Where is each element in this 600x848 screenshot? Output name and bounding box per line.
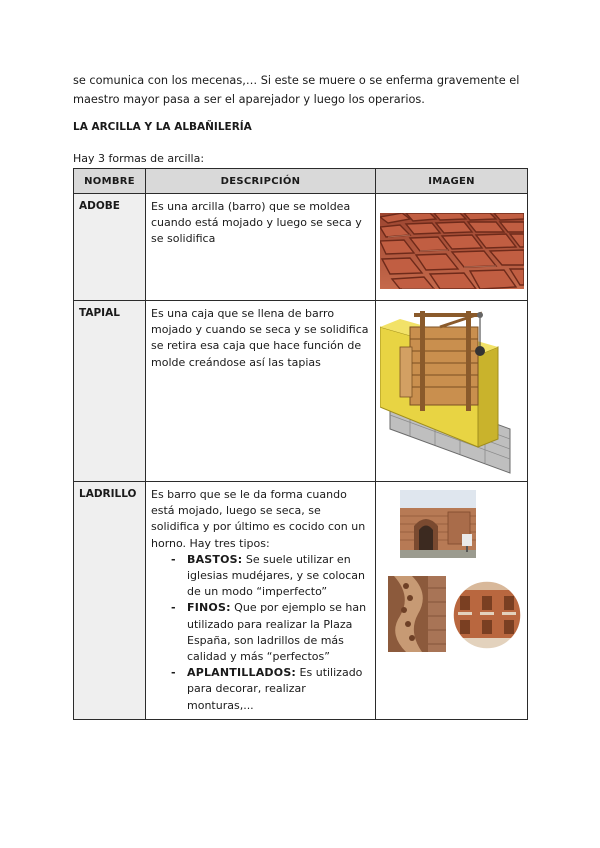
bullet-dash: - bbox=[171, 601, 176, 615]
description-ladrillo bbox=[146, 482, 376, 720]
table-header-row bbox=[74, 169, 528, 194]
image-cell-adobe bbox=[376, 194, 528, 301]
intro-paragraph: se comunica con los mecenas,… Si este se muere o se enferma gravemente el maestro mayor pasa a ser el aparejador y luego los operarios. bbox=[73, 74, 520, 106]
name-tapial: TAPIAL bbox=[74, 301, 146, 482]
list-item-bastos bbox=[171, 552, 370, 601]
brick-types-list bbox=[151, 552, 370, 714]
table-row-adobe bbox=[74, 194, 528, 301]
header-imagen: IMAGEN bbox=[376, 169, 528, 194]
brick-decoration-image bbox=[388, 576, 446, 652]
adobe-bricks-image bbox=[380, 213, 524, 289]
table-row-ladrillo bbox=[74, 482, 528, 720]
type-text-bastos: Se suele utilizar en iglesias mudéjares, y se colocan de un modo “imperfecto” bbox=[187, 552, 365, 599]
plaza-espana-image bbox=[452, 580, 522, 650]
image-cell-ladrillo bbox=[376, 482, 528, 720]
type-label-finos: FINOS: bbox=[187, 601, 231, 615]
bullet-dash: - bbox=[171, 666, 176, 680]
name-ladrillo: LADRILLO bbox=[74, 482, 146, 720]
type-text-finos: Que por ejemplo se han utilizado para realizar la Plaza España, son ladrillos de más calidad y más “perfectos” bbox=[187, 601, 367, 664]
table-row-tapial bbox=[74, 301, 528, 482]
image-cell-tapial bbox=[376, 301, 528, 482]
header-nombre: NOMBRE bbox=[74, 169, 146, 194]
name-adobe: ADOBE bbox=[74, 194, 146, 301]
clay-types-table bbox=[73, 168, 528, 720]
section-heading: LA ARCILLA Y LA ALBAÑILERÍA bbox=[73, 121, 252, 133]
list-item-finos bbox=[171, 600, 370, 665]
bullet-dash: - bbox=[171, 552, 176, 566]
header-descripcion: DESCRIPCIÓN bbox=[146, 169, 376, 194]
list-item-aplantillados bbox=[171, 665, 370, 714]
table-caption: Hay 3 formas de arcilla: bbox=[73, 152, 205, 165]
type-label-aplantillados: APLANTILLADOS: bbox=[187, 666, 297, 680]
tapial-formwork-image bbox=[380, 307, 524, 477]
ladrillo-intro: Es barro que se le da forma cuando está mojado, luego se seca, se solidifica y por último es cocido con un horno. Hay tres tipos: bbox=[151, 488, 366, 550]
description-tapial: Es una caja que se llena de barro mojado y cuando se seca y se solidifica se retira esa caja que hace función de molde creándose así las tapias bbox=[146, 301, 376, 482]
description-adobe: Es una arcilla (barro) que se moldea cuando está mojado y luego se seca y se solidifica bbox=[146, 194, 376, 301]
type-text-aplantillados: Es utilizado para decorar, realizar monturas,... bbox=[187, 666, 363, 712]
type-label-bastos: BASTOS: bbox=[187, 552, 243, 566]
mudejar-church-image bbox=[400, 490, 476, 558]
